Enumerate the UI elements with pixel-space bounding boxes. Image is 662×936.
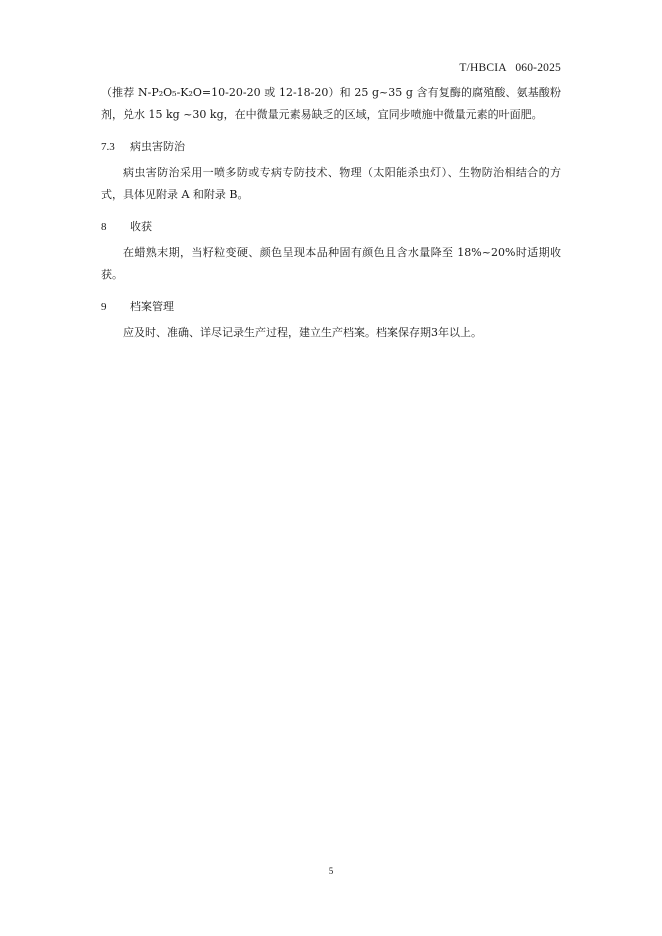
section-number: 9 [101,301,107,313]
section-number: 8 [101,221,107,233]
section-title: 病虫害防治 [130,140,185,153]
section-heading-8 [101,218,561,236]
section-title: 收获 [130,220,152,233]
section-heading-7-3 [101,138,561,156]
section-title: 档案管理 [130,300,174,313]
page-content [101,82,561,344]
section-paragraph-7-3: 病虫害防治采用一喷多防或专病专防技术、物理（太阳能杀虫灯）、生物防治相结合的方式，具体见附录 A 和附录 B。 [101,166,561,201]
section-paragraph-8: 在蜡熟末期，当籽粒变硬、颜色呈现本品种固有颜色且含水量降至 18%~20%时适期收获。 [101,246,561,281]
section-heading-9 [101,298,561,316]
page-number: 5 [328,866,334,876]
section-number: 7.3 [101,141,115,153]
section-paragraph-9: 应及时、准确、详尽记录生产过程，建立生产档案。档案保存期3年以上。 [123,326,482,339]
continued-paragraph: （推荐 N-P₂O₅-K₂O=10-20-20 或 12-18-20）和 25 g~35 g 含有复酶的腐殖酸、氨基酸粉剂，兑水 15 kg ~30 kg，在中微量元素易缺乏的区域，宜同步喷施中微量元素的叶面肥。 [101,86,561,121]
standard-code-header: T/HBCIA 060-2025 [459,62,561,74]
